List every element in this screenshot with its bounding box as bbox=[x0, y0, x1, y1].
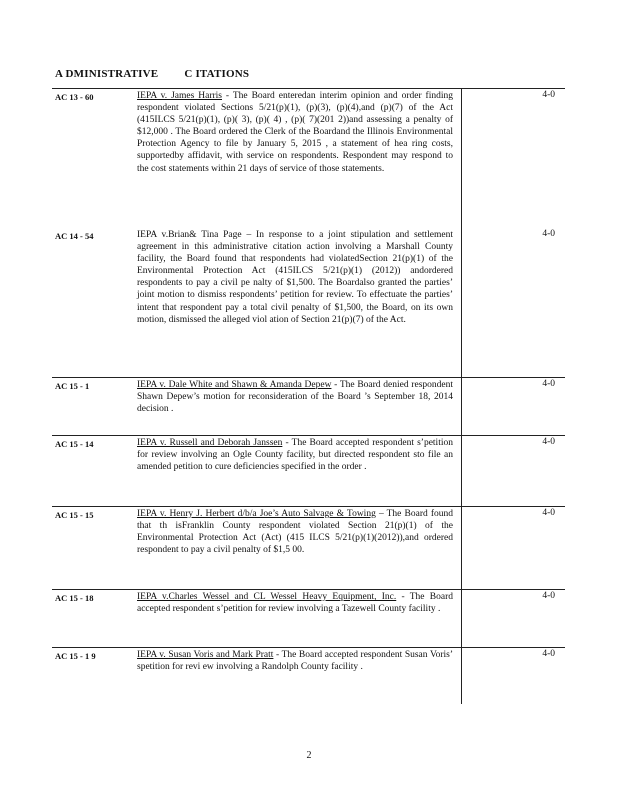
vote-tally: 4-0 bbox=[542, 90, 555, 100]
case-text: – The Board found that th isFranklin County respondent violated Section 21(p)(1) of the Environmental Protection Act (Act) (415 ILCS 5/21(p)(1)(2012)),and ordered respondent to pay a civil penalty of $1,5 00. bbox=[137, 509, 454, 556]
table-row bbox=[52, 435, 565, 506]
row-divider bbox=[52, 647, 565, 648]
case-text: - The Board accepted respondent s’petition for review involving an Ogle County facility, but directed respondent sto file an amended petition to cure deficiencies specified in the order . bbox=[137, 438, 453, 473]
case-name: IEPA v. Susan Voris and Mark Pratt bbox=[137, 650, 274, 660]
row-divider bbox=[52, 589, 565, 590]
docket-number: AC 15 - 14 bbox=[55, 439, 94, 449]
case-name: IEPA v. Henry J. Herbert d/b/a Joe’s Auto Salvage & Towing bbox=[137, 509, 376, 519]
case-text: - The Board accepted respondent s’petition for review involving a Tazewell County facility . bbox=[137, 592, 454, 615]
case-name: IEPA v. Dale White and Shawn & Amanda Depew bbox=[137, 380, 332, 390]
section-heading-word-2: C ITATIONS bbox=[184, 68, 250, 80]
case-summary bbox=[137, 379, 453, 415]
docket-number: AC 15 - 1 9 bbox=[55, 651, 96, 661]
section-heading bbox=[55, 68, 249, 80]
table-row bbox=[52, 88, 565, 227]
case-summary bbox=[137, 508, 453, 556]
vote-tally: 4-0 bbox=[542, 508, 555, 518]
vote-tally: 4-0 bbox=[542, 379, 555, 389]
table-row bbox=[52, 377, 565, 435]
case-summary bbox=[137, 90, 453, 175]
table-row bbox=[52, 227, 565, 377]
page-number: 2 bbox=[306, 750, 312, 761]
vote-tally: 4-0 bbox=[542, 229, 555, 239]
vote-tally: 4-0 bbox=[542, 649, 555, 659]
docket-number: AC 14 - 54 bbox=[55, 231, 94, 241]
case-summary bbox=[137, 229, 453, 326]
row-divider bbox=[52, 506, 565, 507]
section-heading-word-1: A DMINISTRATIVE bbox=[55, 68, 159, 80]
row-divider bbox=[52, 88, 565, 89]
docket-number: AC 15 - 1 bbox=[55, 381, 90, 391]
citations-table bbox=[52, 88, 565, 704]
table-row bbox=[52, 506, 565, 589]
case-text: IEPA v.Brian& Tina Page – In response to a joint stipulation and settlement agreement in this administrative citation action involving a Marshall County facility, the Board found that respondents had violatedSection 21(p)(1) of the Environmental Protection Act (415ILCS 5/21(p)(1) (2012)) andordered respondents to pay a civil pe nalty of $1,500. The Boardalso granted the parties’ joint motion to dismiss respondents’ petition for review. To effectuate the parties’ intent that respondent pay a total civil penalty of $1,500, the Board, on its own motion, dismissed the alleged viol ation of Section 21(p)(7) of the Act. bbox=[137, 230, 453, 325]
docket-number: AC 15 - 15 bbox=[55, 510, 94, 520]
case-name: IEPA v. James Harris bbox=[137, 91, 222, 101]
vote-tally: 4-0 bbox=[542, 591, 555, 601]
case-text: - The Board enteredan interim opinion and order finding respondent violated Sections 5/21(p)(1), (p)(3), (p)(4),and (p)(7) of the Act (415ILCS 5/21(p)(1), (p)( 3), (p)( 4) , (p)( 7)(201 2))and assessing a penalty of $12,000 . The Board ordered the Clerk of the Boardand the Illinois Environmental Protection Agency to file by January 5, 2015 , a statement of hea ring costs, supportedby affidavit, with service on respondents. Respondent may respond to the cost statements within 21 days of service of those statements. bbox=[137, 91, 453, 174]
case-summary bbox=[137, 591, 453, 615]
case-name: IEPA v. Russell and Deborah Janssen bbox=[137, 438, 283, 448]
case-summary bbox=[137, 437, 453, 473]
row-divider bbox=[52, 377, 565, 378]
docket-number: AC 15 - 18 bbox=[55, 593, 94, 603]
docket-number: AC 13 - 60 bbox=[55, 92, 94, 102]
case-text: - The Board denied respondent Shawn Depew’s motion for reconsideration of the Board ’s September 18, 2014 decision . bbox=[137, 380, 453, 415]
row-divider bbox=[52, 435, 565, 436]
table-row bbox=[52, 589, 565, 647]
vote-tally: 4-0 bbox=[542, 437, 555, 447]
table-row bbox=[52, 647, 565, 704]
case-name: IEPA v.Charles Wessel and CL Wessel Heavy Equipment, Inc. bbox=[137, 592, 397, 602]
case-text: - The Board accepted respondent Susan Voris’ spetition for revi ew involving a Randolph County facility . bbox=[137, 650, 453, 673]
case-summary bbox=[137, 649, 453, 673]
